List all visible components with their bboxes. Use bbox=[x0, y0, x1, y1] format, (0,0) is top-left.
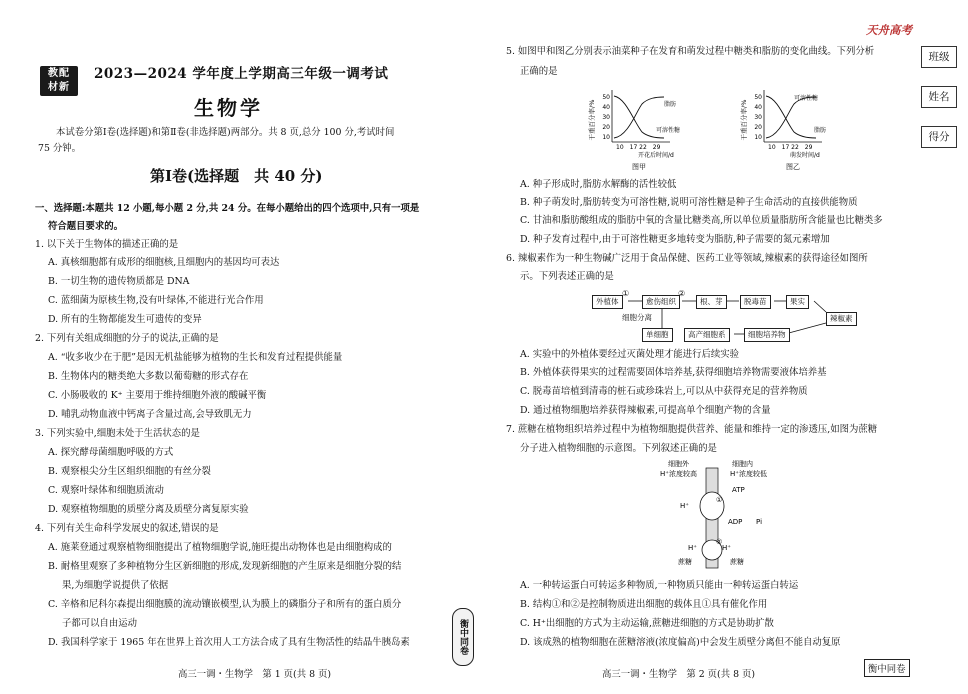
badge-line-2: 材新 bbox=[48, 82, 70, 93]
mem-outside-conc: H⁺浓度较高 bbox=[660, 470, 697, 478]
intro-line: 75 分钟。 bbox=[38, 143, 82, 154]
option-line: C. 观察叶绿体和细胞质流动 bbox=[48, 485, 164, 496]
label-2: ② bbox=[716, 538, 723, 546]
corner-stamp: 衡中同卷 bbox=[864, 659, 910, 677]
q1-stem: 1. 以下关于生物体的描述正确的是 bbox=[35, 239, 179, 250]
fig-jia-ylabel: 干重百分率/% bbox=[588, 99, 596, 141]
publisher-logo: 天舟高考 bbox=[866, 23, 912, 37]
exam-title: 2023—2024 学年度上学期高三年级一调考试 bbox=[94, 66, 389, 82]
q6-stem: 6. 辣椒素作为一种生物碱广泛用于食品保健、医药工业等领域,辣椒素的获得途径如图所 bbox=[506, 253, 868, 264]
score-box: 得分 bbox=[921, 126, 957, 148]
option-line: B. 生物体内的糖类绝大多数以葡萄糖的形式存在 bbox=[48, 371, 249, 382]
option-line: B. 种子萌发时,脂肪转变为可溶性糖,说明可溶性糖是种子生命活动的直接供能物质 bbox=[520, 197, 858, 208]
atp-label: ATP bbox=[732, 486, 745, 494]
option-line: B. 结构①和②是控制物质进出细胞的载体且①具有催化作用 bbox=[520, 599, 768, 610]
intro-line: 本试卷分第Ⅰ卷(选择题)和第Ⅱ卷(非选择题)两部分。共 8 页,总分 100 分,考试时间 bbox=[56, 127, 395, 138]
fig-yi-sugar-curve bbox=[766, 97, 816, 138]
option-line: C. 小肠吸收的 K⁺ 主要用于维持细胞外液的酸碱平衡 bbox=[48, 390, 267, 401]
option-line: C. 蓝细菌为原核生物,没有叶绿体,不能进行光合作用 bbox=[48, 295, 264, 306]
option-line: A. “收多收少在于肥”是因无机盐能够为植物的生长和发育过程提供能量 bbox=[48, 352, 343, 363]
fig-jia-curve-a-label: 脂肪 bbox=[664, 101, 677, 108]
option-line: B. 观察根尖分生区组织细胞的有丝分裂 bbox=[48, 466, 211, 477]
flow-side-label: 细胞分离 bbox=[622, 313, 652, 322]
option-line: A. 种子形成时,脂肪水解酶的活性较低 bbox=[520, 179, 677, 190]
q2-stem: 2. 下列有关组成细胞的分子的说法,正确的是 bbox=[35, 333, 219, 344]
option-line: C. 辛格和尼科尔森提出细胞膜的流动镶嵌模型,认为膜上的磷脂分子和所有的蛋白质分 bbox=[48, 599, 402, 610]
flow-box-capsaicin: 辣椒素 bbox=[826, 312, 857, 326]
mem-outside-label: 细胞外 bbox=[668, 460, 689, 468]
badge-line-1: 教配 bbox=[48, 68, 70, 79]
option-line: 子都可以自由运动 bbox=[62, 618, 138, 629]
fig-jia-xticks: 10 17 22 29 bbox=[616, 144, 661, 151]
fig-yi-caption: 图乙 bbox=[786, 163, 800, 171]
flow-step-1: ① bbox=[622, 289, 630, 298]
footer-left: 高三一调・生物学 第 1 页(共 8 页) bbox=[178, 669, 332, 680]
q3-stem: 3. 下列实验中,细胞未处于生活状态的是 bbox=[35, 428, 200, 439]
fig-jia-ytick: 40 bbox=[602, 104, 610, 111]
sucrose-in-label: 蔗糖 bbox=[730, 558, 744, 566]
mem-inside-conc: H⁺浓度较低 bbox=[730, 470, 767, 478]
seal-stamp: 衡中同卷 bbox=[452, 608, 474, 666]
option-line: C. 甘油和脂肪酸组成的脂肪中氧的含量比糖类高,所以单位质量脂肪所含能量也比糖类多 bbox=[520, 215, 883, 226]
fig-jia-ytick: 20 bbox=[602, 124, 610, 131]
flow-box-root-bud: 根、芽 bbox=[696, 295, 727, 309]
fig-yi-xlabel: 萌发时间/d bbox=[790, 152, 820, 159]
option-line: D. 所有的生物都能发生可遗传的变异 bbox=[48, 314, 202, 325]
flow-box-explant: 外植体 bbox=[592, 295, 623, 309]
flow-box-single-cell: 单细胞 bbox=[642, 328, 673, 342]
fig-jia-curve-b-label: 可溶性糖 bbox=[656, 127, 681, 134]
pi-label: Pi bbox=[756, 518, 763, 526]
h-out-label: H⁺ bbox=[680, 502, 689, 510]
fig-yi-ytick: 40 bbox=[754, 104, 762, 111]
q7-stem: 7. 蔗糖在植物组织培养过程中为植物细胞提供营养、能量和维持一定的渗透压,如图为蔗糖 bbox=[506, 424, 878, 435]
option-line: D. 我国科学家于 1965 年在世界上首次用人工方法合成了具有生物活性的结晶牛胰岛素 bbox=[48, 637, 410, 648]
fig-jia-ytick: 30 bbox=[602, 114, 610, 121]
figure-jia bbox=[590, 82, 700, 174]
option-line: 果,为细胞学说提供了依据 bbox=[62, 580, 169, 591]
fig-yi-ylabel: 干重百分率/% bbox=[740, 99, 748, 141]
option-line: A. 实验中的外植体要经过灭菌处理才能进行后续实验 bbox=[520, 349, 739, 360]
option-line: A. 施莱登通过观察植物细胞提出了植物细胞学说,施旺提出动物体也是由细胞构成的 bbox=[48, 542, 392, 553]
option-line: C. 脱毒苗培植到清毒的桩石或珍珠岩上,可以从中获得充足的营养物质 bbox=[520, 386, 808, 397]
q5-stem: 正确的是 bbox=[520, 66, 558, 77]
new-textbook-badge bbox=[40, 66, 78, 96]
fig-yi-fat-curve bbox=[766, 95, 819, 138]
option-line: A. 真核细胞都有成形的细胞核,且细胞内的基因均可表达 bbox=[48, 257, 280, 268]
fig-yi-ytick: 30 bbox=[754, 114, 762, 121]
option-line: C. H⁺出细胞的方式为主动运输,蔗糖进细胞的方式是协助扩散 bbox=[520, 618, 774, 629]
flow-step-2: ② bbox=[678, 289, 686, 298]
fig-yi-xticks: 10 17 22 29 bbox=[768, 144, 813, 151]
fig-jia-xlabel: 开花后时间/d bbox=[638, 152, 674, 159]
fig-jia-caption: 图甲 bbox=[632, 163, 646, 171]
section-heading: 第Ⅰ卷(选择题 共 40 分) bbox=[150, 167, 323, 185]
option-line: B. 外植体获得果实的过程需要固体培养基,获得细胞培养物需要液体培养基 bbox=[520, 367, 827, 378]
flow-box-callus: 愈伤组织 bbox=[642, 295, 680, 309]
q6-stem: 示。下列表述正确的是 bbox=[520, 271, 614, 282]
option-line: D. 种子发育过程中,由于可溶性糖更多地转变为脂肪,种子需要的氮元素增加 bbox=[520, 234, 830, 245]
option-line: A. 探究酵母菌细胞呼吸的方式 bbox=[48, 447, 174, 458]
option-line: D. 该成熟的植物细胞在蔗糖溶液(浓度偏高)中会发生质壁分离但不能自动复原 bbox=[520, 637, 841, 648]
fig-yi-ytick: 20 bbox=[754, 124, 762, 131]
q7-stem: 分子进入植物细胞的示意图。下列叙述正确的是 bbox=[520, 443, 717, 454]
option-line: B. 一切生物的遗传物质都是 DNA bbox=[48, 276, 190, 287]
membrane-diagram bbox=[640, 458, 780, 578]
fig-jia-ytick: 50 bbox=[602, 94, 610, 101]
figure-yi bbox=[742, 82, 852, 174]
flow-box-fruit: 果实 bbox=[786, 295, 809, 309]
class-box: 班级 bbox=[921, 46, 957, 68]
adp-label: ADP bbox=[728, 518, 743, 526]
sucrose-out-label: 蔗糖 bbox=[678, 558, 692, 566]
option-line: D. 通过植物细胞培养获得辣椒素,可提高单个细胞产物的含量 bbox=[520, 405, 771, 416]
instruction-line: 符合题目要求的。 bbox=[48, 221, 124, 232]
mem-inside-label: 细胞内 bbox=[732, 460, 753, 468]
name-box: 姓名 bbox=[921, 86, 957, 108]
label-1: ① bbox=[716, 496, 723, 504]
option-line: A. 一种转运蛋白可转运多种物质,一种物质只能由一种转运蛋白转运 bbox=[520, 580, 799, 591]
h-in-label: H⁺ bbox=[688, 544, 697, 552]
h-in-label-2: H⁺ bbox=[722, 544, 731, 552]
q5-stem: 5. 如图甲和图乙分别表示油菜种子在发育和萌发过程中糖类和脂肪的变化曲线。下列分析 bbox=[506, 46, 875, 57]
fig-yi-curve-a-label: 可溶性糖 bbox=[794, 95, 819, 102]
flow-box-high-yield: 高产细胞系 bbox=[684, 328, 730, 342]
fig-yi-curve-b-label: 脂肪 bbox=[814, 127, 827, 134]
fig-jia-ytick: 10 bbox=[602, 134, 610, 141]
option-line: D. 哺乳动物血液中钙离子含量过高,会导致肌无力 bbox=[48, 409, 252, 420]
instruction-line: 一、选择题:本题共 12 小题,每小题 2 分,共 24 分。在每小题给出的四个选项中,只有一项是 bbox=[35, 203, 420, 214]
fig-yi-ytick: 50 bbox=[754, 94, 762, 101]
footer-right: 高三一调・生物学 第 2 页(共 8 页) bbox=[602, 669, 756, 680]
subject-title: 生物学 bbox=[194, 96, 263, 120]
fig-yi-ytick: 10 bbox=[754, 134, 762, 141]
option-line: D. 观察植物细胞的质壁分离及质壁分离复原实验 bbox=[48, 504, 249, 515]
flow-box-culture: 细胞培养物 bbox=[744, 328, 790, 342]
option-line: B. 耐格里观察了多种植物分生区新细胞的形成,发现新细胞的产生原来是细胞分裂的结 bbox=[48, 561, 402, 572]
flow-box-virus-free: 脱毒苗 bbox=[740, 295, 771, 309]
q4-stem: 4. 下列有关生命科学发展史的叙述,错误的是 bbox=[35, 523, 219, 534]
